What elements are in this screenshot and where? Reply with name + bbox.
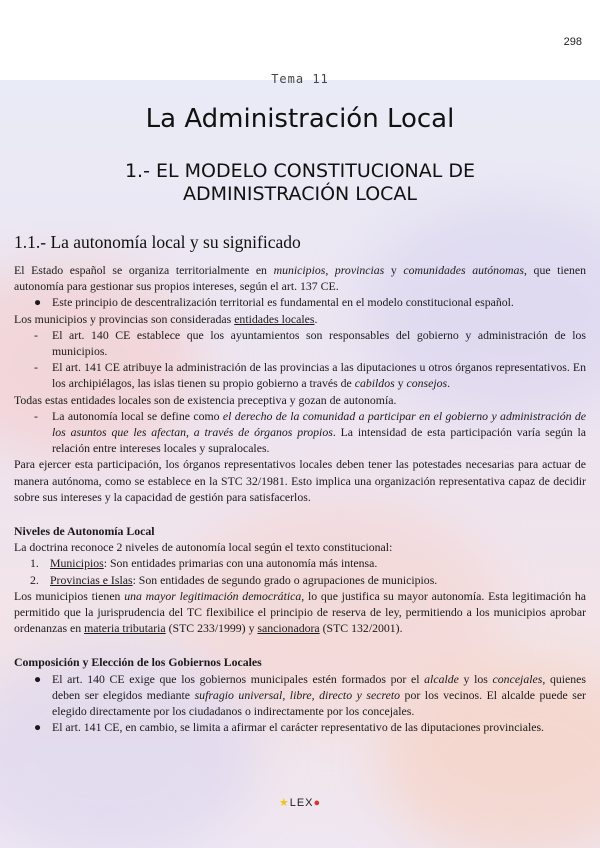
paragraph: La doctrina reconoce 2 niveles de autonomía local según el texto constitucional: xyxy=(14,540,393,555)
dash-icon: - xyxy=(34,327,38,342)
list-item: - El art. 140 CE establece que los ayuntamientos son responsables del gobierno y administración de los municipios. xyxy=(34,327,586,359)
list-item: ● El art. 141 CE, en cambio, se limita a afirmar el carácter representativo de las diputaciones provinciales. xyxy=(34,720,544,735)
drop-icon: ● xyxy=(313,797,322,809)
chapter-label: Tema 11 xyxy=(271,72,329,86)
list-item: ● Este principio de descentralización territorial es fundamental en el modelo constitucional español. xyxy=(34,295,514,310)
section-title xyxy=(0,160,600,206)
paragraph: Los municipios y provincias son consideradas entidades locales. xyxy=(14,311,318,326)
heading-composicion: Composición y Elección de los Gobiernos Locales xyxy=(14,655,262,670)
bullet-icon: ● xyxy=(34,671,42,686)
list-item: ● El art. 140 CE exige que los gobiernos municipales estén formados por el alcalde y los concejales, quienes deben ser elegidos mediante sufragio universal, libre, directo y secreto por los vecinos. El alcalde puede ser elegido directamente por los ciudadanos o indirectamente por los concejales. xyxy=(34,671,586,719)
list-item: 2. Provincias e Islas: Son entidades de segundo grado o agrupaciones de municipios. xyxy=(30,572,438,587)
paragraph: Para ejercer esta participación, los órganos representativos locales deben tener las potestades necesarias para actuar de manera autónoma, como se establece en la STC 32/1981. Esto implica una organización representativa capaz de decidir sobre sus intereses y la capacidad de gestión para satisfacerlos. xyxy=(14,457,586,504)
list-item: 1. Municipios: Son entidades primarias con una autonomía más intensa. xyxy=(30,556,378,571)
section-title-line1: 1.- EL MODELO CONSTITUCIONAL DE xyxy=(124,160,476,182)
dash-icon: - xyxy=(34,408,38,423)
heading-niveles: Niveles de Autonomía Local xyxy=(14,524,155,539)
page-title: La Administración Local xyxy=(145,104,455,134)
body-text xyxy=(14,262,586,735)
paragraph: El Estado español se organiza territorialmente en municipios, provincias y comunidades autónomas, que tienen autonomía para gestionar sus propios intereses, según el art. 137 CE. xyxy=(14,263,587,294)
logo-text: LEX xyxy=(289,797,314,809)
paragraph: Todas estas entidades locales son de existencia preceptiva y gozan de autonomía. xyxy=(14,392,397,407)
dash-icon: - xyxy=(34,360,38,375)
section-title-line2: ADMINISTRACIÓN LOCAL xyxy=(183,183,417,205)
paragraph: Los municipios tienen una mayor legitimación democrática, lo que justifica su mayor autonomía. Esta legitimación ha permitido que la jurisprudencia del TC flexibilice el principio de reserva de ley, permitiendo a los municipios aprobar ordenanzas en materia tributaria (STC 233/1999) y sancionadora (STC 132/2001). xyxy=(14,588,586,636)
list-item: - La autonomía local se define como el derecho de la comunidad a participar en el gobierno y administración de los asuntos que les afectan, a través de órganos propios. La intensidad de esta participación varía según la relación entre intereses locales y supralocales. xyxy=(34,408,586,456)
page-number: 298 xyxy=(563,36,582,48)
footer-logo xyxy=(0,796,600,809)
bullet-icon: ● xyxy=(34,295,42,310)
bullet-icon: ● xyxy=(34,720,42,735)
subsection-title: 1.1.- La autonomía local y su significado xyxy=(14,232,301,252)
star-icon: ★ xyxy=(278,797,290,809)
list-item: - El art. 141 CE atribuye la administración de las provincias a las diputaciones u otros órganos representativos. En los archipiélagos, las islas tienen su propio gobierno a través de cabildos y consejos. xyxy=(34,360,586,391)
